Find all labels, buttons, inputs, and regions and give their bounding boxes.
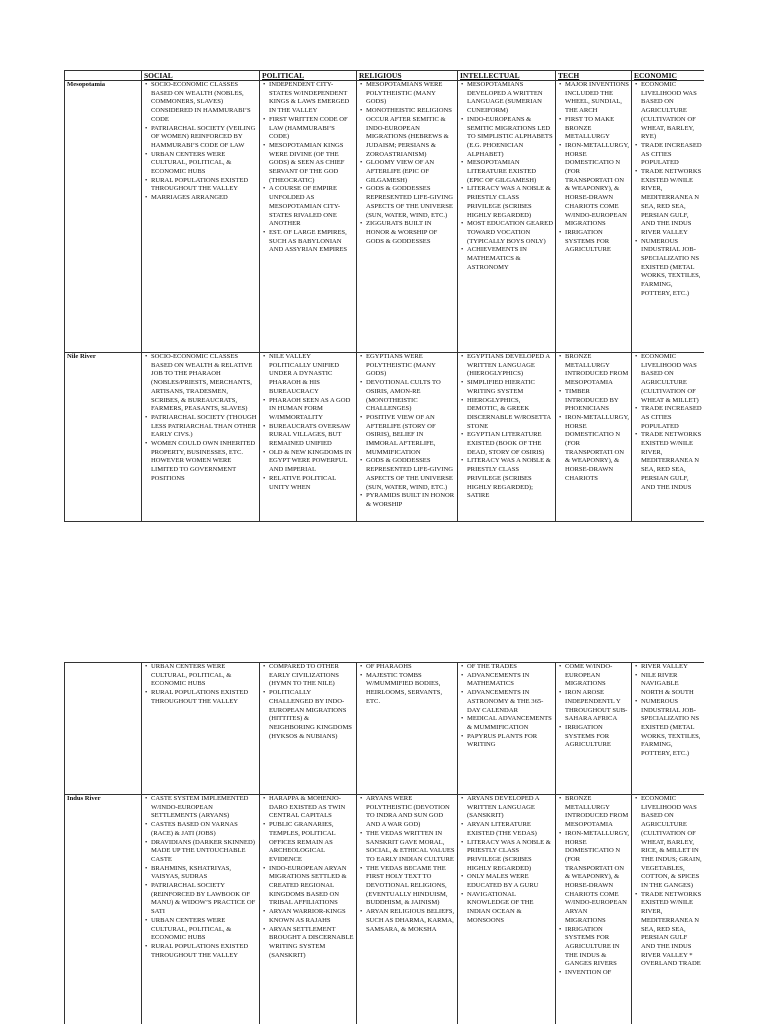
bullet-item: • THE VEDAS WRITTEN IN SANSKRIT GAVE MORAL, SOCIAL, & ETHICAL VALUES TO EARLY INDIAN CULTURE	[366, 830, 455, 865]
bullet-list	[262, 663, 354, 741]
bullet-item: • POSITIVE VIEW OF AN AFTERLIFE (STORY OF OSIRIS), BELIEF IN IMMORAL AFTERLIFE, MUMMIFICATION	[366, 414, 455, 458]
bullet-item: • MESOPOTAMIANS DEVELOPED A WRITTEN LANGUAGE (SUMERIAN CUNEIFORM)	[467, 81, 553, 116]
cell-political	[260, 663, 357, 795]
bullet-item: • FIRST TO MAKE BRONZE METALLURGY	[565, 116, 629, 142]
bullet-item: • HARAPPA & MOHENJO-DARO EXISTED AS TWIN CENTRAL CAPITALS	[269, 795, 354, 821]
bullet-item: • RURAL POPULATIONS EXISTED THROUGHOUT THE VALLEY	[151, 177, 257, 194]
bullet-item: • EGYPTIANS DEVELOPED A WRITTEN LANGUAGE (HIEROGLYPHICS)	[467, 353, 553, 379]
bullet-item: • DRAVIDIANS (DARKER SKINNED) MADE UP THE UNTOUCHABLE CASTE	[151, 839, 257, 865]
bullet-item: • SOCIO-ECONOMIC CLASSES BASED ON WEALTH & RELATIVE JOB TO THE PHARAOH (NOBLES/PRIESTS, MERCHANTS, ARTISANS, TRADESMEN, SCRIBES, & BUREAUCRATS, FARMERS, PEASANTS, SLAVES)	[151, 353, 257, 414]
cell-economic	[632, 795, 705, 1024]
bullet-item: • ONLY MALES WERE EDUCATED BY A GURU	[467, 873, 553, 890]
bullet-list	[460, 795, 553, 926]
bullet-list	[460, 663, 553, 750]
cell-tech	[556, 795, 632, 1024]
bullet-item: • BUREAUCRATS OVERSAW RURAL VILLAGES, BUT REMAINED UNIFIED	[269, 423, 354, 449]
header-tech: TECH	[556, 71, 632, 81]
bullet-item: • EGYPTIANS WERE POLYTHEISTIC (MANY GODS)	[366, 353, 455, 379]
cell-social	[142, 353, 260, 522]
bullet-item: • ECONOMIC LIVELIHOOD WAS BASED ON AGRICULTURE (CULTIVATION OF WHEAT, BARLEY, RICE, & MILLET IN THE INDUS; GRAIN, VEGETABLES, COTTON, & SPICES IN THE GANGES)	[641, 795, 702, 891]
cell-economic	[632, 353, 705, 522]
bullet-item: • TRADE NETWORKS EXISTED W/NILE RIVER, MEDITERRANEA N SEA, RED SEA, PERSIAN GULF AND THE INDUS RIVER VALLEY * OVERLAND TRADE	[641, 891, 702, 969]
cell-religious	[357, 795, 458, 1024]
bullet-list	[262, 353, 354, 492]
bullet-item: • MAJOR INVENTIONS INCLUDED THE WHEEL, SUNDIAL, THE ARCH	[565, 81, 629, 116]
table-page-2	[64, 662, 704, 1024]
bullet-item: • MAJESTIC TOMBS W/MUMMIFIED BODIES, HEIRLOOMS, SERVANTS, ETC.	[366, 672, 455, 707]
bullet-list	[634, 353, 702, 492]
bullet-item: • MESOPOTAMIAN LITERATURE EXISTED (EPIC OF GILGAMESH)	[467, 159, 553, 185]
bullet-item: • LITERACY WAS A NOBLE & PRIESTLY CLASS PRIVILEGE (SCRIBES HIGHLY REGARDED); SATIRE	[467, 457, 553, 501]
bullet-item: • NAVIGATIONAL KNOWLEDGE OF THE INDIAN OCEAN & MONSOONS	[467, 891, 553, 926]
bullet-list	[460, 353, 553, 501]
bullet-item: • TRADE NETWORKS EXISTED W/NILE RIVER, MEDITERRANEA N SEA, RED SEA, PERSIAN GULF, AND THE INDUS	[641, 431, 702, 492]
bullet-item: • NUMEROUS INDUSTRIAL JOB-SPECIALIZATIO NS EXISTED (METAL WORKS, TEXTILES, FARMING, POTTERY, ETC.)	[641, 698, 702, 759]
bullet-list	[359, 795, 455, 934]
bullet-item: • OLD & NEW KINGDOMS IN EGYPT WERE POWERFUL AND IMPERIAL	[269, 449, 354, 475]
bullet-item: • RURAL POPULATIONS EXISTED THROUGHOUT THE VALLEY	[151, 943, 257, 960]
cell-tech	[556, 353, 632, 522]
bullet-item: • TRADE NETWORKS EXISTED W/NILE RIVER, MEDITERRANEA N SEA, RED SEA, PERSIAN GULF, AND THE INDUS RIVER VALLEY	[641, 168, 702, 238]
bullet-item: • OF PHARAOHS	[366, 663, 455, 672]
cell-economic	[632, 81, 705, 353]
cell-intellectual	[458, 663, 556, 795]
bullet-item: • TRADE INCREASED AS CITIES POPULATED	[641, 142, 702, 168]
comparison-table-continued	[64, 662, 704, 1024]
bullet-item: • FIRST WRITTEN CODE OF LAW (HAMMURABI’S CODE)	[269, 116, 354, 142]
bullet-item: • OF THE TRADES	[467, 663, 553, 672]
bullet-item: • ARYAN LITERATURE EXISTED (THE VEDAS)	[467, 821, 553, 838]
bullet-list	[460, 81, 553, 272]
bullet-item: • LITERACY WAS A NOBLE & PRIESTLY CLASS PRIVILEGE (SCRIBES HIGHLY REGARDED)	[467, 185, 553, 220]
bullet-list	[359, 353, 455, 510]
bullet-item: • RELATIVE POLITICAL UNITY WHEN	[269, 475, 354, 492]
bullet-list	[634, 81, 702, 299]
bullet-item: • ARYAN WARRIOR-KINGS KNOWN AS RAJAHS	[269, 908, 354, 925]
cell-intellectual	[458, 81, 556, 353]
cell-intellectual	[458, 795, 556, 1024]
bullet-list	[144, 795, 257, 960]
bullet-item: • IRRIGATION SYSTEMS FOR AGRICULTURE IN THE INDUS & GANGES RIVERS	[565, 926, 629, 970]
bullet-item: • GLOOMY VIEW OF AN AFTERLIFE (EPIC OF GILGAMESH)	[366, 159, 455, 185]
bullet-item: • ECONOMIC LIVELIHOOD WAS BASED ON AGRICULTURE (CULTIVATION OF WHEAT & MILLET)	[641, 353, 702, 405]
bullet-item: • DEVOTIONAL CULTS TO OSIRIS, AMON-RE (MONOTHEISTIC CHALLENGES)	[366, 379, 455, 414]
bullet-item: • MESOPOTAMIAN KINGS WERE DIVINE (OF THE GODS) & SEEN AS CHIEF SERVANT OF THE GOD (THEOCRATIC)	[269, 142, 354, 186]
table-row	[65, 353, 705, 522]
cell-tech	[556, 81, 632, 353]
bullet-item: • LITERACY WAS A NOBLE & PRIESTLY CLASS PRIVILEGE (SCRIBES HIGHLY REGARDED)	[467, 839, 553, 874]
header-religious: RELIGIOUS	[357, 71, 458, 81]
bullet-item: • ACHIEVEMENTS IN MATHEMATICS & ASTRONOMY	[467, 246, 553, 272]
bullet-item: • GODS & GODDESSES REPRESENTED LIFE-GIVING ASPECTS OF THE UNIVERSE (SUN, WATER, WIND, ETC.)	[366, 457, 455, 492]
bullet-item: • INDO-EUROPEAN ARYAN MIGRATIONS SETTLED & CREATED REGIONAL KINGDOMS BASED ON TRIBAL AFFILIATIONS	[269, 865, 354, 909]
bullet-list	[359, 81, 455, 246]
bullet-item: • ADVANCEMENTS IN MATHEMATICS	[467, 672, 553, 689]
bullet-item: • PAPYRUS PLANTS FOR WRITING	[467, 733, 553, 750]
bullet-item: • RIVER VALLEY	[641, 663, 702, 672]
cell-political	[260, 81, 357, 353]
comparison-table	[64, 70, 704, 522]
bullet-item: • SIMPLIFIED HIERATIC WRITING SYSTEM	[467, 379, 553, 396]
bullet-list	[144, 81, 257, 203]
cell-religious	[357, 353, 458, 522]
bullet-item: • ARYANS WERE POLYTHEISTIC (DEVOTION TO INDRA AND SUN GOD AND A WAR GOD)	[366, 795, 455, 830]
bullet-list	[262, 81, 354, 255]
cell-social	[142, 81, 260, 353]
bullet-list	[144, 353, 257, 484]
bullet-item: • TRADE INCREASED AS CITIES POPULATED	[641, 405, 702, 431]
bullet-item: • MARRIAGES ARRANGED	[151, 194, 257, 203]
bullet-item: • MEDICAL ADVANCEMENTS & MUMMIFICATION	[467, 715, 553, 732]
bullet-item: • WOMEN COULD OWN INHERITED PROPERTY, BUSINESSES, ETC. HOWEVER WOMEN WERE LIMITED TO GOVERNMENT POSITIONS	[151, 440, 257, 484]
bullet-list	[359, 663, 455, 707]
header-intellectual: INTELLECTUAL	[458, 71, 556, 81]
cell-tech	[556, 663, 632, 795]
bullet-item: • BRAHMINS, KSHATRIYAS, VAISYAS, SUDRAS	[151, 865, 257, 882]
bullet-list	[558, 663, 629, 750]
bullet-item: • IRON-METALLURGY, HORSE DOMESTICATIO N (FOR TRANSPORTATI ON & WEAPONRY), & HORSE-DRAWN CHARIOTS COME W/INDO-EUROPEAN MIGRATIONS	[565, 142, 629, 229]
table-row	[65, 81, 705, 353]
bullet-item: • COMPARED TO OTHER EARLY CIVILIZATIONS (HYMN TO THE NILE)	[269, 663, 354, 689]
bullet-item: • ARYANS DEVELOPED A WRITTEN LANGUAGE (SANSKRIT)	[467, 795, 553, 821]
bullet-item: • BRONZE METALLURGY INTRODUCED FROM MESOPOTAMIA	[565, 353, 629, 388]
bullet-list	[558, 81, 629, 255]
bullet-item: • ZIGGURATS BUILT IN HONOR & WORSHIP OF GODS & GODDESSES	[366, 220, 455, 246]
bullet-item: • POLITICALLY CHALLENGED BY INDO-EUROPEAN MIGRATIONS (HITTITES) & NEIGHBORING KINGDOMS (HYKSOS & NUBIANS)	[269, 689, 354, 741]
bullet-item: • THE VEDAS BECAME THE FIRST HOLY TEXT TO DEVOTIONAL RELIGIONS, (EVENTUALLY HINDUISM, BUDDHISM, & JAINISM)	[366, 865, 455, 909]
bullet-list	[144, 663, 257, 707]
bullet-item: • NILE RIVER NAVIGABLE NORTH & SOUTH	[641, 672, 702, 698]
bullet-item: • INDO-EUROPEANS & SEMITIC MIGRATIONS LED TO SIMPLISTIC ALPHABETS (E.G. PHOENICIAN ALPHABET)	[467, 116, 553, 160]
bullet-item: • COME W/INDO-EUROPEAN MIGRATIONS	[565, 663, 629, 689]
bullet-item: • CASTE SYSTEM IMPLEMENTED W/INDO-EUROPEAN SETTLEMENTS (ARYANS)	[151, 795, 257, 821]
cell-political	[260, 353, 357, 522]
bullet-item: • PATRIARCHAL SOCIETY (REINFORCED BY LAWBOOK OF MANU) & WIDOW’S PRACTICE OF SATI	[151, 882, 257, 917]
table-row	[65, 663, 705, 795]
header-blank	[65, 71, 142, 81]
bullet-item: • ECONOMIC LIVELIHOOD WAS BASED ON AGRICULTURE (CULTIVATION OF WHEAT, BARLEY, RYE)	[641, 81, 702, 142]
bullet-item: • PYRAMIDS BUILT IN HONOR & WORSHIP	[366, 492, 455, 509]
bullet-item: • ARYAN RELIGIOUS BELIEFS, SUCH AS DHARMA, KARMA, SAMSARA, & MOKSHA	[366, 908, 455, 934]
header-social: SOCIAL	[142, 71, 260, 81]
cell-religious	[357, 663, 458, 795]
bullet-item: • CASTES BASED ON VARNAS (RACE) & JATI (JOBS)	[151, 821, 257, 838]
region-label: Nile River	[65, 353, 142, 522]
cell-social	[142, 795, 260, 1024]
bullet-item: • GODS & GODDESSES REPRESENTED LIFE-GIVING ASPECTS OF THE UNIVERSE (SUN, WATER, WIND, ETC.)	[366, 185, 455, 220]
bullet-item: • NUMEROUS INDUSTRIAL JOB-SPECIALIZATIO NS EXISTED (METAL WORKS, TEXTILES, FARMING, POTTERY, ETC.)	[641, 238, 702, 299]
bullet-item: • ADVANCEMENTS IN ASTRONOMY & THE 365-DAY CALENDAR	[467, 689, 553, 715]
bullet-item: • MONOTHEISTIC RELIGIONS OCCUR AFTER SEMITIC & INDO-EUROPEAN MIGRATIONS (HEBREWS & JUDAISM; PERSIANS & ZOROASTRIANISM)	[366, 107, 455, 159]
bullet-item: • INVENTION OF	[565, 969, 629, 978]
bullet-item: • PUBLIC GRANARIES, TEMPLES, POLITICAL OFFICES REMAIN AS ARCHEOLOGICAL EVIDENCE	[269, 821, 354, 865]
bullet-item: • EGYPTIAN LITERATURE EXISTED (BOOK OF THE DEAD, STORY OF OSIRIS)	[467, 431, 553, 457]
cell-social	[142, 663, 260, 795]
bullet-item: • IRON-METALLURGY, HORSE DOMESTICATIO N (FOR TRANSPORTATI ON & WEAPONRY), & HORSE-DRAWN CHARIOTS COME W/INDO-EUROPEAN ARYAN MIGRATIONS	[565, 830, 629, 926]
bullet-item: • PATRIARCHAL SOCIETY (THOUGH LESS PATRIARCHAL THAN OTHER EARLY CIVS.)	[151, 414, 257, 440]
cell-political	[260, 795, 357, 1024]
bullet-list	[634, 795, 702, 969]
bullet-list	[262, 795, 354, 960]
region-label: Mesopotamia	[65, 81, 142, 353]
bullet-item: • IRON-METALLURGY, HORSE DOMESTICATIO N (FOR TRANSPORTATI ON & WEAPONRY), & HORSE-DRAWN CHARIOTS	[565, 414, 629, 484]
region-label: Indus River	[65, 795, 142, 1024]
bullet-item: • INDEPENDENT CITY-STATES W/INDEPENDENT KINGS & LAWS EMERGED IN THE VALLEY	[269, 81, 354, 116]
bullet-item: • IRRIGATION SYSTEMS FOR AGRICULTURE	[565, 724, 629, 750]
bullet-item: • SOCIO-ECONOMIC CLASSES BASED ON WEALTH (NOBLES, COMMONERS, SLAVES) CONSIDERED IN HAMMURABI’S CODE	[151, 81, 257, 125]
region-label	[65, 663, 142, 795]
bullet-item: • PHARAOH SEEN AS A GOD IN HUMAN FORM W/IMMORTALITY	[269, 397, 354, 423]
bullet-item: • MESOPOTAMIANS WERE POLYTHEISTIC (MANY GODS)	[366, 81, 455, 107]
bullet-item: • PATRIARCHAL SOCIETY (VEILING OF WOMEN) REINFORCED BY HAMMURABI’S CODE OF LAW	[151, 125, 257, 151]
bullet-item: • URBAN CENTERS WERE CULTURAL, POLITICAL, & ECONOMIC HUBS	[151, 663, 257, 689]
bullet-item: • HIEROGLYPHICS, DEMOTIC, & GREEK DISCERNABLE W/ROSETTA STONE	[467, 397, 553, 432]
bullet-item: • ARYAN SETTLEMENT BROUGHT A DISCERNABLE WRITING SYSTEM (SANSKRIT)	[269, 926, 354, 961]
bullet-item: • URBAN CENTERS WERE CULTURAL, POLITICAL, & ECONOMIC HUBS	[151, 917, 257, 943]
bullet-item: • IRRIGATION SYSTEMS FOR AGRICULTURE	[565, 229, 629, 255]
cell-intellectual	[458, 353, 556, 522]
bullet-item: • TIMBER INTRODUCED BY PHOENICIANS	[565, 388, 629, 414]
bullet-item: • A COURSE OF EMPIRE UNFOLDED AS MESOPOTAMIAN CITY-STATES RIVALED ONE ANOTHER	[269, 185, 354, 229]
header-economic: ECONOMIC	[632, 71, 705, 81]
bullet-item: • URBAN CENTERS WERE CULTURAL, POLITICAL, & ECONOMIC HUBS	[151, 151, 257, 177]
cell-economic	[632, 663, 705, 795]
table-page-1	[64, 70, 704, 522]
table-row	[65, 795, 705, 1024]
bullet-list	[558, 353, 629, 484]
header-row	[65, 71, 705, 81]
bullet-item: • EST. OF LARGE EMPIRES, SUCH AS BABYLONIAN AND ASSYRIAN EMPIRES	[269, 229, 354, 255]
bullet-item: • IRON AROSE INDEPENDENTL Y THROUGHOUT SUB-SAHARA AFRICA	[565, 689, 629, 724]
bullet-item: • RURAL POPULATIONS EXISTED THROUGHOUT THE VALLEY	[151, 689, 257, 706]
bullet-item: • MOST EDUCATION GEARED TOWARD VOCATION (TYPICALLY BOYS ONLY)	[467, 220, 553, 246]
bullet-list	[634, 663, 702, 759]
bullet-item: • NILE VALLEY POLITICALLY UNIFIED UNDER A DYNASTIC PHARAOH & HIS BUREAUCRACY	[269, 353, 354, 397]
header-political: POLITICAL	[260, 71, 357, 81]
cell-religious	[357, 81, 458, 353]
bullet-item: • BRONZE METALLURGY INTRODUCED FROM MESOPOTAMIA	[565, 795, 629, 830]
bullet-list	[558, 795, 629, 978]
